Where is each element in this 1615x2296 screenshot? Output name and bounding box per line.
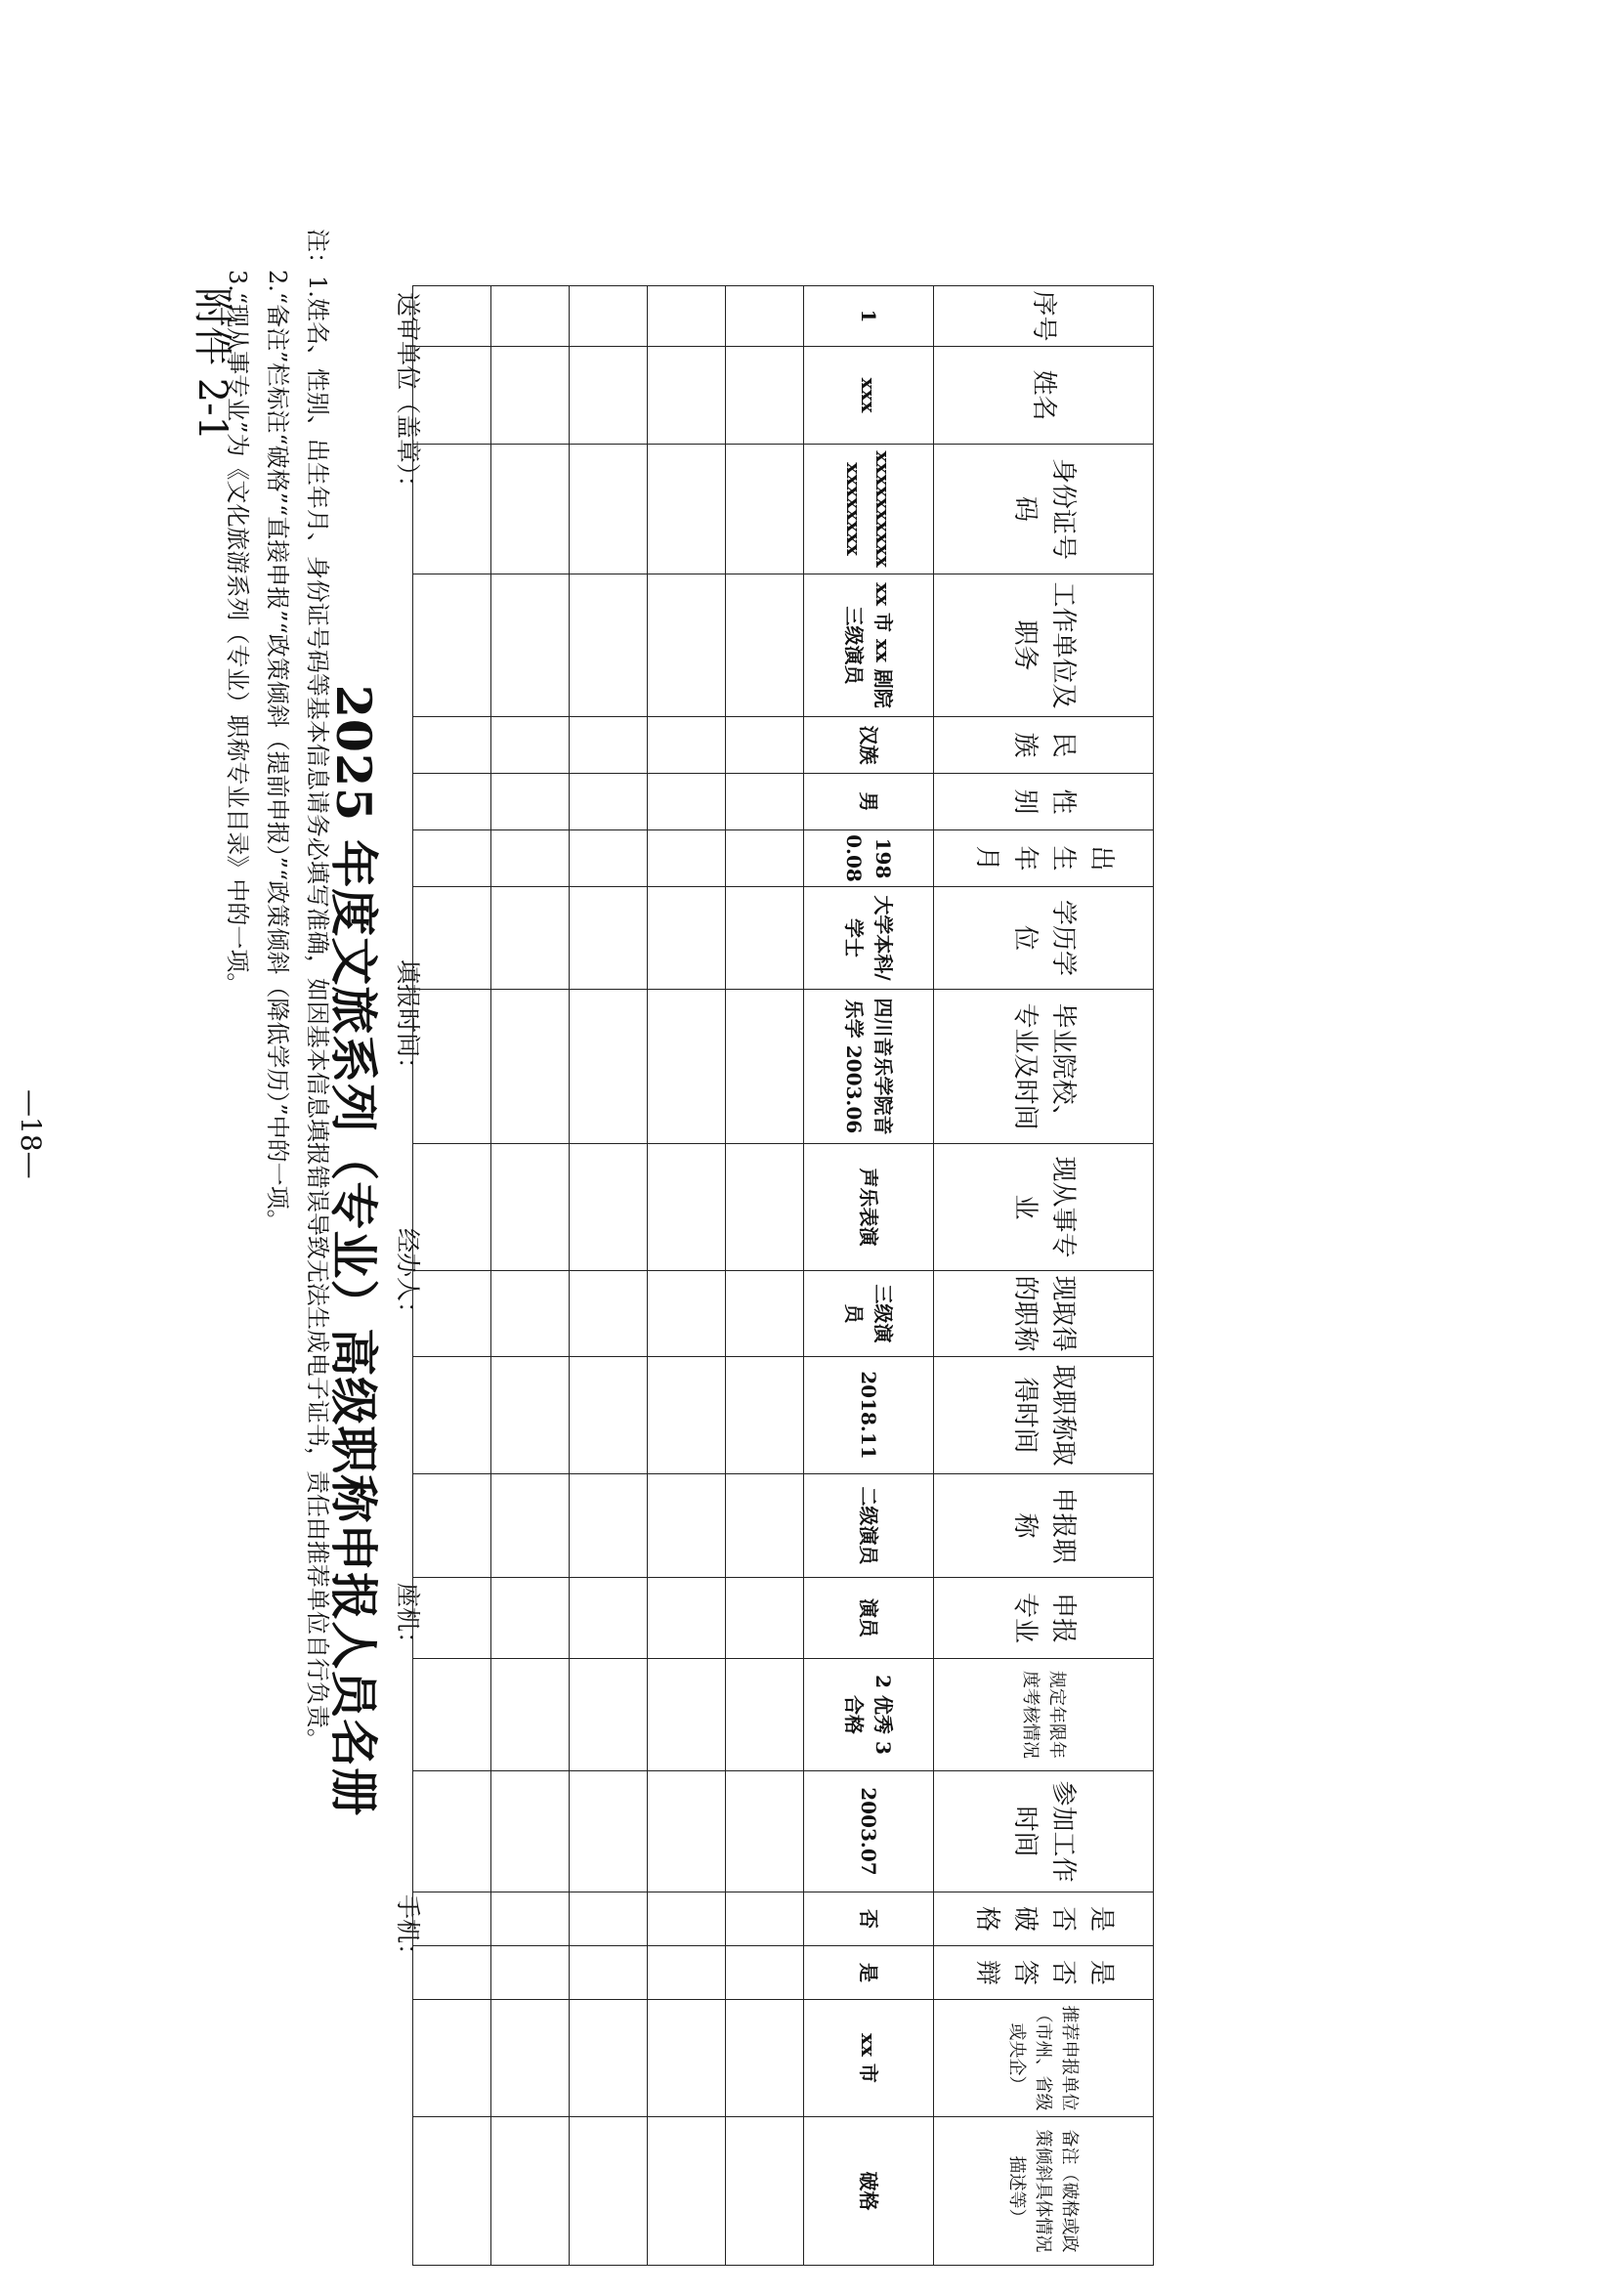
empty-cell xyxy=(648,1357,726,1474)
empty-cell xyxy=(570,1271,648,1357)
note-3: 3.“现从事专业”为《文化旅游系列（专业）职称专业目录》中的一项。 xyxy=(223,270,251,997)
col-header: 姓名 xyxy=(934,347,1154,445)
empty-cell xyxy=(413,1892,491,1946)
empty-cell xyxy=(491,717,570,774)
cell-remark: 破格 xyxy=(804,2117,934,2266)
empty-cell xyxy=(491,286,570,347)
empty-cell xyxy=(648,2117,726,2266)
empty-cell xyxy=(413,445,491,574)
empty-cell xyxy=(413,1271,491,1357)
empty-cell xyxy=(570,1892,648,1946)
cell-recommender: xx 市 xyxy=(804,2000,934,2117)
empty-cell xyxy=(413,774,491,830)
empty-cell xyxy=(491,347,570,445)
cell-workplace: xx 市 xx 剧院三级演员 xyxy=(804,574,934,717)
empty-cell xyxy=(570,2000,648,2117)
empty-cell xyxy=(570,774,648,830)
empty-cell xyxy=(491,990,570,1144)
mobile-label: 手机： xyxy=(394,1894,422,1969)
empty-cell xyxy=(648,574,726,717)
empty-cell xyxy=(491,1659,570,1771)
table-row xyxy=(804,286,934,2266)
empty-cell xyxy=(491,1144,570,1271)
empty-cell xyxy=(491,887,570,990)
empty-cell xyxy=(570,2117,648,2266)
empty-row xyxy=(413,286,491,2266)
empty-cell xyxy=(648,347,726,445)
col-header: 学历学位 xyxy=(934,887,1154,990)
empty-cell xyxy=(648,717,726,774)
empty-cell xyxy=(491,1892,570,1946)
empty-cell xyxy=(648,1271,726,1357)
empty-cell xyxy=(648,2000,726,2117)
empty-cell xyxy=(726,2117,804,2266)
empty-cell xyxy=(726,1892,804,1946)
cell-current-major: 声乐表演 xyxy=(804,1144,934,1271)
header-row xyxy=(934,286,1154,2266)
time-label: 填报时间： xyxy=(394,959,422,1083)
empty-cell xyxy=(726,1771,804,1892)
empty-cell xyxy=(726,717,804,774)
handler-label: 经办人： xyxy=(394,1228,422,1327)
page-number: —18— xyxy=(15,1089,47,1179)
notes xyxy=(214,229,335,2173)
empty-row xyxy=(491,286,570,2266)
empty-cell xyxy=(491,574,570,717)
empty-cell xyxy=(413,990,491,1144)
empty-cell xyxy=(491,1771,570,1892)
empty-cell xyxy=(570,286,648,347)
cell-current-title: 三级演员 xyxy=(804,1271,934,1357)
empty-cell xyxy=(570,1474,648,1578)
empty-cell xyxy=(413,1578,491,1659)
col-header: 规定年限年度考核情况 xyxy=(934,1659,1154,1771)
empty-cell xyxy=(726,445,804,574)
empty-cell xyxy=(491,774,570,830)
empty-row xyxy=(726,286,804,2266)
empty-cell xyxy=(491,1271,570,1357)
empty-cell xyxy=(570,990,648,1144)
empty-cell xyxy=(648,990,726,1144)
cell-apply-major: 演员 xyxy=(804,1578,934,1659)
empty-cell xyxy=(726,1357,804,1474)
empty-cell xyxy=(570,445,648,574)
empty-cell xyxy=(413,1659,491,1771)
empty-cell xyxy=(491,2117,570,2266)
empty-cell xyxy=(413,830,491,887)
unit-label: 送审单位（盖章）： xyxy=(394,292,422,500)
col-header: 性别 xyxy=(934,774,1154,830)
annex-label: 附件 2-1 xyxy=(190,287,234,442)
cell-name: xxx xyxy=(804,347,934,445)
empty-cell xyxy=(413,1771,491,1892)
col-header: 是否答辩 xyxy=(934,1946,1154,2000)
empty-cell xyxy=(491,1578,570,1659)
cell-id-number: xxxxxxxxxxxxxxxxxx xyxy=(804,445,934,574)
empty-cell xyxy=(726,887,804,990)
col-header: 序号 xyxy=(934,286,1154,347)
cell-work-start: 2003.07 xyxy=(804,1771,934,1892)
cell-exceptional: 否 xyxy=(804,1892,934,1946)
note-2: 2.“备注”栏标注“破格”“直接申报”“政策倾斜（提前申报）”“政策倾斜（降低学历）”中的一项。 xyxy=(263,270,291,1233)
empty-cell xyxy=(726,574,804,717)
cell-ethnicity: 汉族 xyxy=(804,717,934,774)
empty-cell xyxy=(726,1144,804,1271)
empty-cell xyxy=(570,717,648,774)
empty-cell xyxy=(648,1771,726,1892)
empty-cell xyxy=(413,2117,491,2266)
empty-cell xyxy=(726,774,804,830)
empty-cell xyxy=(648,286,726,347)
empty-row xyxy=(570,286,648,2266)
empty-cell xyxy=(726,2000,804,2117)
applicant-table xyxy=(412,285,1154,2266)
empty-cell xyxy=(570,830,648,887)
col-header: 毕业院校、专业及时间 xyxy=(934,990,1154,1144)
empty-cell xyxy=(726,1946,804,2000)
cell-title-time: 2018.11 xyxy=(804,1357,934,1474)
empty-cell xyxy=(648,887,726,990)
col-header: 出生年月 xyxy=(934,830,1154,887)
col-header: 民族 xyxy=(934,717,1154,774)
note-1: 注：1.姓名、性别、出生年月、身份证号码等基本信息请务必填写准确，如因基本信息填报错误导致无法生成电子证书，责任由推荐单位自行负责。 xyxy=(304,229,331,1752)
empty-cell xyxy=(726,1659,804,1771)
empty-cell xyxy=(413,2000,491,2117)
col-header: 现从事专业 xyxy=(934,1144,1154,1271)
empty-cell xyxy=(726,1271,804,1357)
empty-cell xyxy=(491,830,570,887)
empty-cell xyxy=(648,445,726,574)
empty-cell xyxy=(413,887,491,990)
cell-assessment: 2 优秀 3 合格 xyxy=(804,1659,934,1771)
empty-cell xyxy=(648,1946,726,2000)
empty-cell xyxy=(413,1946,491,2000)
col-header: 参加工作时间 xyxy=(934,1771,1154,1892)
empty-cell xyxy=(570,1578,648,1659)
landline-label: 座机： xyxy=(394,1583,422,1657)
empty-cell xyxy=(491,1474,570,1578)
empty-cell xyxy=(648,1144,726,1271)
empty-cell xyxy=(491,1946,570,2000)
empty-cell xyxy=(726,830,804,887)
col-header: 取职称取得时间 xyxy=(934,1357,1154,1474)
col-header: 申报专业 xyxy=(934,1578,1154,1659)
cell-graduation: 四川音乐学院音乐学 2003.06 xyxy=(804,990,934,1144)
empty-cell xyxy=(570,1144,648,1271)
empty-cell xyxy=(413,1474,491,1578)
empty-cell xyxy=(491,445,570,574)
page-title: 2025 年度文旅系列（专业）高级职称申报人员名册 xyxy=(325,684,382,1817)
empty-cell xyxy=(648,1659,726,1771)
empty-cell xyxy=(726,990,804,1144)
empty-cell xyxy=(648,830,726,887)
cell-education: 大学本科/学士 xyxy=(804,887,934,990)
empty-cell xyxy=(648,1578,726,1659)
empty-cell xyxy=(726,347,804,445)
col-header: 工作单位及职务 xyxy=(934,574,1154,717)
empty-cell xyxy=(726,1578,804,1659)
empty-cell xyxy=(570,887,648,990)
empty-cell xyxy=(570,1771,648,1892)
empty-cell xyxy=(413,286,491,347)
col-header: 推荐申报单位（市州、省级或央企） xyxy=(934,2000,1154,2117)
empty-cell xyxy=(491,2000,570,2117)
empty-cell xyxy=(570,574,648,717)
cell-defense: 是 xyxy=(804,1946,934,2000)
empty-cell xyxy=(413,347,491,445)
col-header: 是否破格 xyxy=(934,1892,1154,1946)
empty-cell xyxy=(726,1474,804,1578)
empty-cell xyxy=(491,1357,570,1474)
empty-cell xyxy=(648,1474,726,1578)
empty-cell xyxy=(570,1946,648,2000)
empty-cell xyxy=(648,1892,726,1946)
empty-cell xyxy=(413,1357,491,1474)
cell-seq: 1 xyxy=(804,286,934,347)
empty-cell xyxy=(570,1357,648,1474)
cell-apply-title: 二级演员 xyxy=(804,1474,934,1578)
col-header: 现取得的职称 xyxy=(934,1271,1154,1357)
empty-cell xyxy=(648,774,726,830)
col-header: 备注（破格或政策倾斜具体情况描述等） xyxy=(934,2117,1154,2266)
cell-gender: 男 xyxy=(804,774,934,830)
empty-row xyxy=(648,286,726,2266)
col-header: 身份证号码 xyxy=(934,445,1154,574)
empty-cell xyxy=(413,717,491,774)
empty-cell xyxy=(570,1659,648,1771)
empty-cell xyxy=(413,1144,491,1271)
cell-birth: 1980.08 xyxy=(804,830,934,887)
empty-cell xyxy=(726,286,804,347)
empty-cell xyxy=(570,347,648,445)
col-header: 申报职称 xyxy=(934,1474,1154,1578)
empty-cell xyxy=(413,574,491,717)
